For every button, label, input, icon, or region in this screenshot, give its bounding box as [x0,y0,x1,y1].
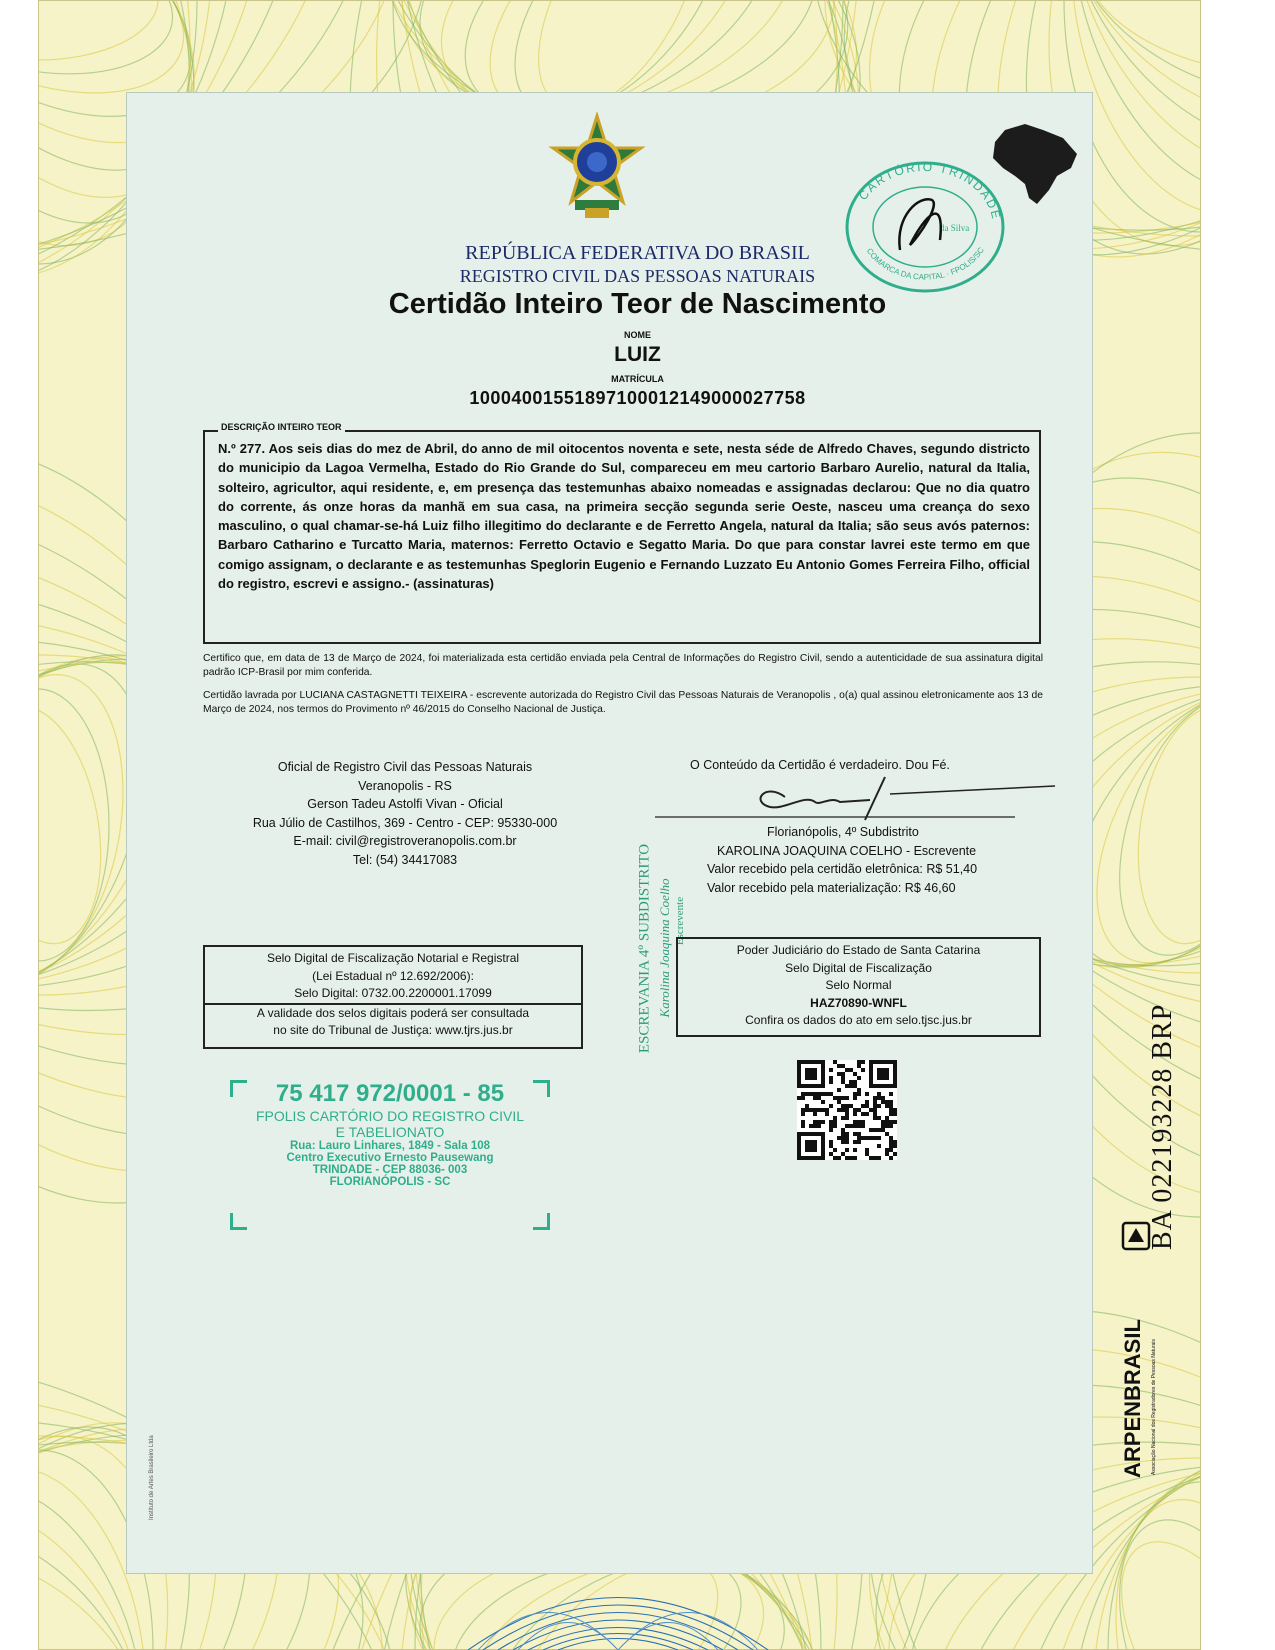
stamp-line: Escrevente [674,896,686,946]
issuing-office-block [205,758,605,869]
stamp-inner-text: COMARCA DA CAPITAL · FPOLIS/SC [864,245,986,282]
cnpj-stamp [230,1080,550,1230]
fee-materialization: Valor recebido pela materialização: R$ 46,60 [707,880,956,895]
document-title: Certidão Inteiro Teor de Nascimento [388,288,887,320]
arpen-emblem-icon [1120,1220,1152,1252]
office-phone: Tel: (54) 34417083 [352,852,458,867]
seal-line: no site do Tribunal de Justiça: www.tjrs.jus.br [273,1023,513,1037]
signature-icon [655,772,1055,822]
serial-text: BA 022193228 BRP [1147,1003,1178,1250]
office-line: Gerson Tadeu Astolfi Vivan - Oficial [307,797,503,811]
cnpj-line: TRINDADE - CEP 88036- 003 [312,1164,468,1176]
description-text: N.º 277. Aos seis dias do mez de Abril, do anno de mil oitocentos noventa e sete, nesta séde de Alfredo Chaves, segundo districto do municipio da Lagoa Vermelha, Estado do Rio Grande do Sul, compareceu em meu cartorio Barbaro Aurelio, natural da Italia, solteiro, agricultor, aqui residente, e, em presença das testemunhas abaixo nomeadas e assignadas declarou: Que no dia quatro do corrente, ás onze horas da manhã em sua casa, na primeira secção segunda serie Oeste, nasceu uma creança do sexo masculino, o qual chamar-se-há Luiz filho illegitimo do declarante e de Ferretto Angela, natural da Italia; são seus avós paternos: Barbaro Catharino e Turcatto Maria, maternos: Ferretto Octavio e Segatto Maria. Do que para constar lavrei este termo em que comigo assignam, o declarante e as testemunhas Speglorin Eugenio e Fernando Luzzato Eu Antonio Gomes Ferreira Filho, official do registro, escrevi e assigno.- (assinaturas) [218,441,1030,592]
bottom-rosette [458,1555,778,1650]
stamp-ring-text: CARTÓRIO TRINDADE [855,159,1004,222]
cnpj-line: FPOLIS CARTÓRIO DO REGISTRO CIVIL [255,1108,525,1124]
stamp-line: Karolina Joaquina Coelho [657,878,672,1018]
certification-paragraph-2: Certidão lavrada por LUCIANA CASTAGNETTI TEIXEIRA - escrevente autorizada do Registro Civil das Pessoas Naturais de Veranopolis , o(a) qual assinou eletronicamente aos 13 de Março de 2024, nos termos do Provimento nº 46/2015 do Conselho Nacional de Justiça. [203,690,1043,715]
cnpj-line: FLORIANÓPOLIS - SC [329,1176,451,1188]
country-title: REPÚBLICA FEDERATIVA DO BRASIL [465,242,810,264]
seal-line: Selo Digital de Fiscalização Notarial e Registral [266,951,520,965]
registry-title: REGISTRO CIVIL DAS PESSOAS NATURAIS [459,266,816,286]
cnpj-number: 75 417 972/0001 - 85 [275,1080,505,1107]
stamp-line: ESCREVANIA 4º SUBDISTRITO [636,843,653,1054]
escrevania-vertical-stamp [605,845,685,1065]
arpen-logo-text: ARPENBRASIL [1120,1319,1145,1478]
qr-code-icon [797,1060,897,1160]
certification-paragraph-1: Certifico que, em data de 13 de Março de 2024, foi materializada esta certidão enviada pela Central de Informações do Registro Civil, sendo a autenticidade de sua assinatura digital padrão ICP-Brasil por mim conferida. [203,653,1043,678]
attestation-block [652,823,1037,897]
name-label: NOME [624,330,651,340]
seal-number: Selo Digital: 0732.00.2200001.17099 [294,986,492,1000]
fee-electronic: Valor recebido pela certidão eletrônica: R$ 51,40 [707,862,978,876]
seal-line: Poder Judiciário do Estado de Santa Catarina [736,943,981,957]
attestation-statement: O Conteúdo da Certidão é verdadeiro. Dou Fé. [690,758,950,772]
office-email: E-mail: civil@registroveranopolis.com.br [293,834,517,848]
matricula-number: 10004001551897100012149000027758 [469,388,806,408]
seal-sc-box [676,937,1041,1037]
office-line: Veranopolis - RS [358,778,452,793]
attestation-clerk: KAROLINA JOAQUINA COELHO - Escrevente [717,843,977,858]
seal-line: (Lei Estadual nº 12.692/2006): [312,968,474,983]
seal-code: HAZ70890-WNFL [810,995,907,1010]
cnpj-line: Rua: Lauro Linhares, 1849 - Sala 108 [289,1140,491,1152]
attestation-place: Florianópolis, 4º Subdistrito [767,825,919,839]
microtext: Instituto de Artes Brasileiro Ltda [149,1435,155,1520]
matricula-label: MATRÍCULA [611,374,664,384]
arpen-small-text: Associação Nacional dos Registradores de Pessoas Naturais [1151,1339,1157,1475]
seal-line: Confira os dados do ato em selo.tjsc.jus.br [745,1013,972,1027]
serial-number [1147,890,1187,1250]
stamp-center-text: da Silva [940,223,970,233]
seal-line: A validade dos selos digitais poderá ser consultada [205,1003,581,1023]
seal-line: Selo Digital de Fiscalização [785,960,932,975]
arpen-small-print [1142,1215,1160,1475]
registrant-name: LUIZ [614,343,661,366]
seal-rs-box [203,945,583,1049]
seal-line: Selo Normal [825,978,892,992]
coat-of-arms-icon [545,112,650,222]
office-line: Oficial de Registro Civil das Pessoas Naturais [277,760,533,774]
left-microtext [140,1320,158,1520]
svg-text:CARTÓRIO TRINDADE [856,160,1004,222]
cnpj-line: E TABELIONATO [335,1124,445,1140]
cnpj-line: Centro Executivo Ernesto Pausewang [286,1152,494,1164]
office-line: Rua Júlio de Castilhos, 369 - Centro - CEP: 95330-000 [252,815,558,830]
brazil-map-icon [985,118,1080,208]
description-legend: DESCRIÇÃO INTEIRO TEOR [218,422,345,432]
